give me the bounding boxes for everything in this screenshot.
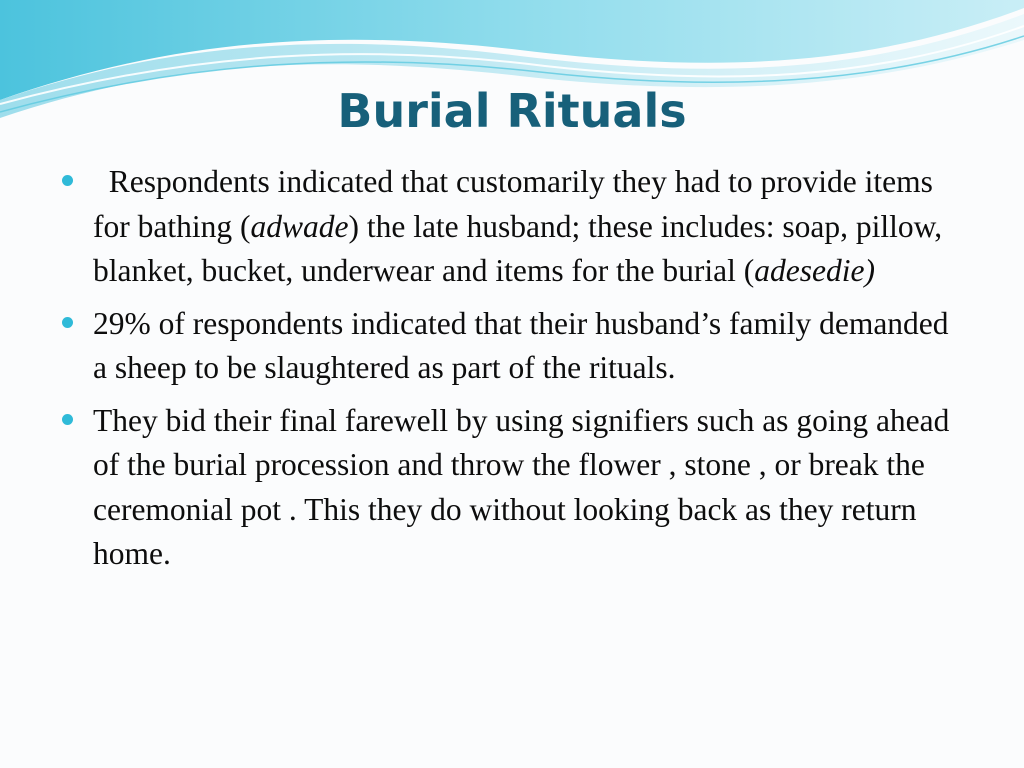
bullet-dot-icon: [62, 414, 73, 425]
bullet-dot-icon: [62, 175, 73, 186]
bullet-text: They bid their final farewell by using signifiers such as going ahead of the burial procession and throw the flower , stone , or break the ceremonial pot . This they do without looking back as they return home.: [93, 402, 950, 571]
bullet-item-farewell: [60, 399, 965, 577]
slide-title: Burial Rituals: [337, 84, 687, 138]
local-term: adwade: [250, 208, 349, 244]
bullet-item-sheep: [60, 302, 965, 391]
bullet-text-part: Respondents indicated that customarily they had to provide items for bathing (: [93, 164, 933, 244]
bullet-item-bathing-items: [60, 160, 965, 294]
bullet-dot-icon: [62, 317, 73, 328]
bullet-list: [60, 160, 965, 585]
bullet-text: 29% of respondents indicated that their husband’s family demanded a sheep to be slaughtered as part of the rituals.: [93, 305, 949, 385]
bullet-indent: [93, 164, 109, 199]
local-term: adesedie): [754, 253, 875, 288]
bullet-text: [93, 160, 965, 294]
bullet-text-part: ) the late husband; these includes: soap, pillow, blanket, bucket, underwear and items for the burial (: [93, 208, 943, 288]
